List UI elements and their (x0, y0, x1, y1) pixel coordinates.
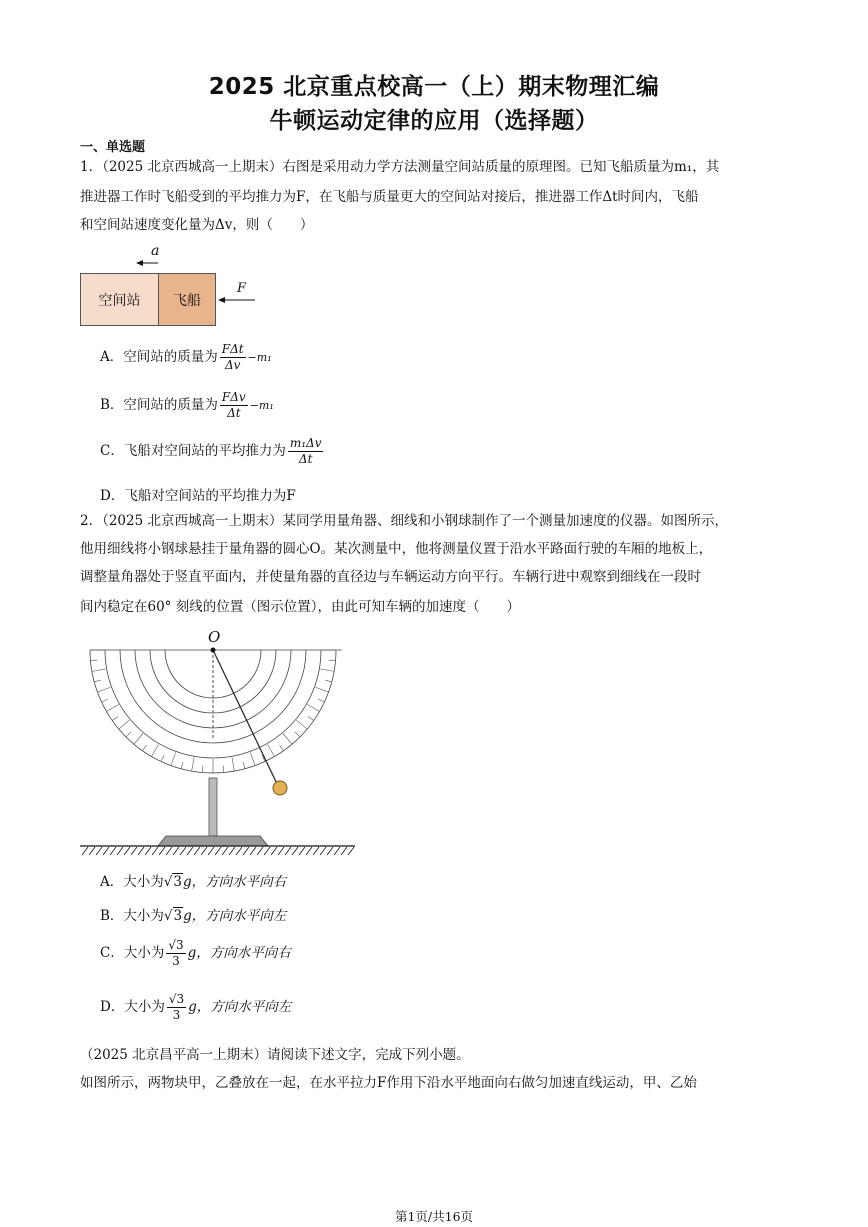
q2-option-a: A．大小为√3g，方向水平向右 (100, 874, 287, 890)
q2-line-4: 间内稳定在60° 刻线的位置（图示位置），由此可知车辆的加速度（ ） (80, 599, 520, 615)
section-heading: 一、单选题 (80, 140, 146, 155)
q2-line-3: 调整量角器处于竖直平面内，并使量角器的直径边与车辆运动方向平行。车辆行进中观察到细线在一段时 (80, 569, 701, 585)
q3-intro: （2025 北京昌平高一上期末）请阅读下述文字，完成下列小题。 (80, 1047, 470, 1063)
q1-line-2: 推进器工作时飞船受到的平均推力为F，在飞船与质量更大的空间站对接后，推进器工作Δt时间内，飞船 (80, 189, 699, 205)
q2-option-d: D．大小为 $\frac{√3}{3}$ g，方向水平向左 (100, 992, 292, 1022)
q1-figure (80, 243, 270, 333)
page-footer: 第1页/共16页 (394, 1209, 474, 1224)
q2-option-c: C．大小为 $\frac{√3}{3}$ g，方向水平向右 (100, 938, 291, 968)
q2-option-b: B．大小为√3g，方向水平向左 (100, 908, 287, 924)
acceleration-label: a (151, 243, 160, 259)
q1-line-1: 1．（2025 北京西城高一上期末）右图是采用动力学方法测量空间站质量的原理图。已知飞船质量为m₁，其 (80, 159, 720, 175)
spaceship-block: 飞船 (158, 273, 216, 326)
pivot-label: O (208, 628, 221, 646)
q1-option-c: C．飞船对空间站的平均推力为 $\frac{\text{m₁Δv}}{\Delta t}$ (100, 436, 322, 466)
space-station-block: 空间站 (80, 273, 159, 326)
q2-line-1: 2．（2025 北京西城高一上期末）某同学用量角器、细线和小钢球制作了一个测量加速度的仪器。如图所示， (80, 513, 728, 529)
page-title-line1: 2025 北京重点校高一（上）期末物理汇编 (208, 74, 660, 100)
force-label: F (237, 281, 247, 296)
q2-line-2: 他用细线将小钢球悬挂于量角器的圆心O。某次测量中，他将测量仪置于沿水平路面行驶的车厢的地板上， (80, 541, 713, 557)
q1-option-a: A．空间站的质量为 $\frac{\text{FΔt}}{\Delta v}$ −m₁ (100, 342, 272, 372)
q1-option-b: B．空间站的质量为 $\frac{\text{FΔv}}{\Delta t}$ −m₁ (100, 390, 274, 420)
q3-text: 如图所示，两物块甲，乙叠放在一起，在水平拉力F作用下沿水平地面向右做匀加速直线运动，甲、乙始 (80, 1075, 697, 1091)
q1-option-d: D．飞船对空间站的平均推力为F (100, 488, 296, 504)
protractor-drawing (80, 628, 360, 860)
q2-figure (80, 628, 360, 860)
page-title-line2: 牛顿运动定律的应用（选择题） (269, 108, 599, 134)
q1-line-3: 和空间站速度变化量为Δv，则（ ） (80, 217, 314, 233)
